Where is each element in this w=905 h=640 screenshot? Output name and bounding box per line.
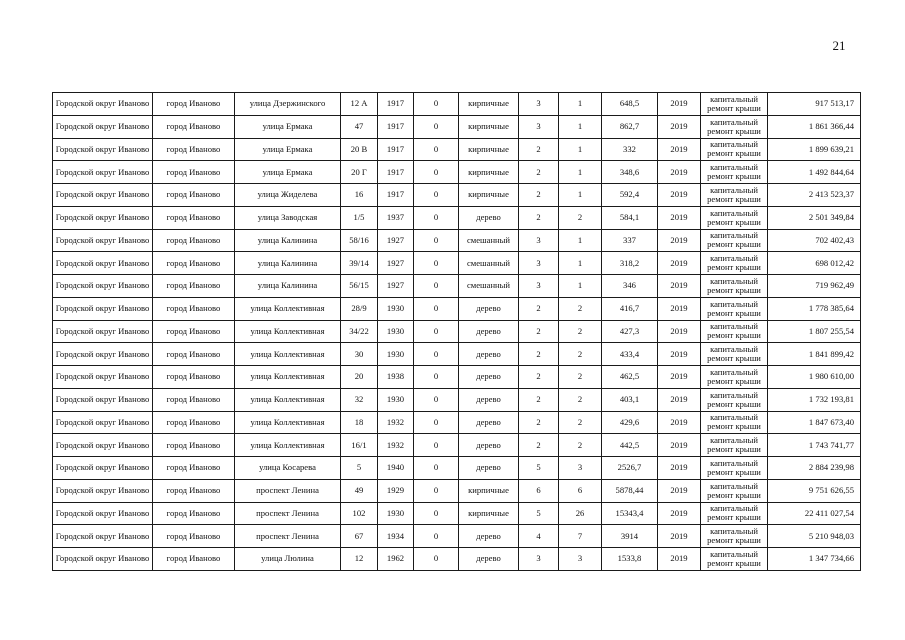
table-row <box>53 525 861 548</box>
area-cell: 584,1 <box>602 206 658 229</box>
table-row <box>53 161 861 184</box>
reconstruction-year-cell: 0 <box>414 502 459 525</box>
municipality-cell: Городской округ Иваново <box>53 297 153 320</box>
table-row <box>53 434 861 457</box>
wall-material-cell: дерево <box>459 457 519 480</box>
area-cell: 433,4 <box>602 343 658 366</box>
house-number-cell: 1/5 <box>341 206 378 229</box>
area-cell: 648,5 <box>602 93 658 116</box>
area-cell: 2526,7 <box>602 457 658 480</box>
street-cell: улица Косарева <box>235 457 341 480</box>
reconstruction-year-cell: 0 <box>414 320 459 343</box>
reconstruction-year-cell: 0 <box>414 457 459 480</box>
plan-year-cell: 2019 <box>658 502 701 525</box>
floors-cell: 2 <box>519 320 559 343</box>
build-year-cell: 1930 <box>378 502 414 525</box>
house-number-cell: 18 <box>341 411 378 434</box>
cost-cell: 2 413 523,37 <box>768 184 861 207</box>
settlement-cell: город Иваново <box>153 525 235 548</box>
settlement-cell: город Иваново <box>153 206 235 229</box>
area-cell: 1533,8 <box>602 548 658 571</box>
floors-cell: 2 <box>519 388 559 411</box>
settlement-cell: город Иваново <box>153 434 235 457</box>
house-number-cell: 49 <box>341 479 378 502</box>
table-row <box>53 229 861 252</box>
plan-year-cell: 2019 <box>658 548 701 571</box>
work-type-cell: капитальный ремонт крыши <box>701 343 768 366</box>
settlement-cell: город Иваново <box>153 502 235 525</box>
floors-cell: 3 <box>519 275 559 298</box>
municipality-cell: Городской округ Иваново <box>53 93 153 116</box>
work-type-cell: капитальный ремонт крыши <box>701 252 768 275</box>
house-number-cell: 20 <box>341 366 378 389</box>
floors-cell: 2 <box>519 366 559 389</box>
plan-year-cell: 2019 <box>658 525 701 548</box>
area-cell: 427,3 <box>602 320 658 343</box>
municipality-cell: Городской округ Иваново <box>53 115 153 138</box>
area-cell: 462,5 <box>602 366 658 389</box>
entrances-cell: 1 <box>559 93 602 116</box>
reconstruction-year-cell: 0 <box>414 548 459 571</box>
settlement-cell: город Иваново <box>153 252 235 275</box>
work-type-cell: капитальный ремонт крыши <box>701 229 768 252</box>
work-type-cell: капитальный ремонт крыши <box>701 206 768 229</box>
street-cell: улица Коллективная <box>235 366 341 389</box>
build-year-cell: 1938 <box>378 366 414 389</box>
floors-cell: 6 <box>519 479 559 502</box>
cost-cell: 719 962,49 <box>768 275 861 298</box>
build-year-cell: 1930 <box>378 388 414 411</box>
cost-cell: 702 402,43 <box>768 229 861 252</box>
municipality-cell: Городской округ Иваново <box>53 252 153 275</box>
build-year-cell: 1927 <box>378 275 414 298</box>
entrances-cell: 2 <box>559 343 602 366</box>
cost-cell: 1 778 385,64 <box>768 297 861 320</box>
floors-cell: 2 <box>519 343 559 366</box>
cost-cell: 2 501 349,84 <box>768 206 861 229</box>
street-cell: улица Ермака <box>235 161 341 184</box>
plan-year-cell: 2019 <box>658 93 701 116</box>
plan-year-cell: 2019 <box>658 343 701 366</box>
reconstruction-year-cell: 0 <box>414 161 459 184</box>
municipality-cell: Городской округ Иваново <box>53 434 153 457</box>
settlement-cell: город Иваново <box>153 161 235 184</box>
table-row <box>53 479 861 502</box>
municipality-cell: Городской округ Иваново <box>53 275 153 298</box>
street-cell: улица Жиделева <box>235 184 341 207</box>
municipality-cell: Городской округ Иваново <box>53 206 153 229</box>
floors-cell: 2 <box>519 138 559 161</box>
table-row <box>53 343 861 366</box>
area-cell: 592,4 <box>602 184 658 207</box>
house-number-cell: 20 В <box>341 138 378 161</box>
work-type-cell: капитальный ремонт крыши <box>701 138 768 161</box>
plan-year-cell: 2019 <box>658 320 701 343</box>
house-number-cell: 56/15 <box>341 275 378 298</box>
entrances-cell: 2 <box>559 388 602 411</box>
reconstruction-year-cell: 0 <box>414 93 459 116</box>
cost-cell: 1 841 899,42 <box>768 343 861 366</box>
house-number-cell: 12 <box>341 548 378 571</box>
area-cell: 332 <box>602 138 658 161</box>
wall-material-cell: кирпичные <box>459 138 519 161</box>
cost-cell: 1 899 639,21 <box>768 138 861 161</box>
house-number-cell: 16 <box>341 184 378 207</box>
municipality-cell: Городской округ Иваново <box>53 229 153 252</box>
reconstruction-year-cell: 0 <box>414 184 459 207</box>
table-row <box>53 93 861 116</box>
table-row <box>53 411 861 434</box>
cost-cell: 2 884 239,98 <box>768 457 861 480</box>
street-cell: улица Коллективная <box>235 388 341 411</box>
build-year-cell: 1929 <box>378 479 414 502</box>
municipality-cell: Городской округ Иваново <box>53 457 153 480</box>
entrances-cell: 1 <box>559 252 602 275</box>
cost-cell: 1 743 741,77 <box>768 434 861 457</box>
settlement-cell: город Иваново <box>153 388 235 411</box>
plan-year-cell: 2019 <box>658 184 701 207</box>
reconstruction-year-cell: 0 <box>414 411 459 434</box>
house-number-cell: 47 <box>341 115 378 138</box>
cost-cell: 698 012,42 <box>768 252 861 275</box>
cost-cell: 1 807 255,54 <box>768 320 861 343</box>
build-year-cell: 1940 <box>378 457 414 480</box>
entrances-cell: 2 <box>559 206 602 229</box>
table-row <box>53 206 861 229</box>
wall-material-cell: дерево <box>459 525 519 548</box>
wall-material-cell: кирпичные <box>459 479 519 502</box>
area-cell: 3914 <box>602 525 658 548</box>
wall-material-cell: дерево <box>459 411 519 434</box>
reconstruction-year-cell: 0 <box>414 297 459 320</box>
settlement-cell: город Иваново <box>153 366 235 389</box>
settlement-cell: город Иваново <box>153 548 235 571</box>
table-row <box>53 366 861 389</box>
plan-year-cell: 2019 <box>658 434 701 457</box>
work-type-cell: капитальный ремонт крыши <box>701 320 768 343</box>
table-row <box>53 548 861 571</box>
area-cell: 403,1 <box>602 388 658 411</box>
build-year-cell: 1917 <box>378 184 414 207</box>
plan-year-cell: 2019 <box>658 366 701 389</box>
municipality-cell: Городской округ Иваново <box>53 138 153 161</box>
wall-material-cell: дерево <box>459 388 519 411</box>
municipality-cell: Городской округ Иваново <box>53 184 153 207</box>
floors-cell: 3 <box>519 548 559 571</box>
build-year-cell: 1917 <box>378 115 414 138</box>
build-year-cell: 1917 <box>378 93 414 116</box>
reconstruction-year-cell: 0 <box>414 479 459 502</box>
entrances-cell: 1 <box>559 275 602 298</box>
wall-material-cell: дерево <box>459 297 519 320</box>
house-number-cell: 67 <box>341 525 378 548</box>
wall-material-cell: смешанный <box>459 275 519 298</box>
plan-year-cell: 2019 <box>658 457 701 480</box>
reconstruction-year-cell: 0 <box>414 229 459 252</box>
entrances-cell: 2 <box>559 320 602 343</box>
floors-cell: 2 <box>519 297 559 320</box>
floors-cell: 5 <box>519 502 559 525</box>
municipality-cell: Городской округ Иваново <box>53 366 153 389</box>
entrances-cell: 2 <box>559 297 602 320</box>
work-type-cell: капитальный ремонт крыши <box>701 93 768 116</box>
wall-material-cell: смешанный <box>459 229 519 252</box>
page-number: 21 <box>832 38 846 53</box>
house-number-cell: 28/9 <box>341 297 378 320</box>
house-number-cell: 32 <box>341 388 378 411</box>
entrances-cell: 3 <box>559 548 602 571</box>
table-row <box>53 457 861 480</box>
street-cell: улица Калинина <box>235 229 341 252</box>
build-year-cell: 1917 <box>378 138 414 161</box>
wall-material-cell: кирпичные <box>459 502 519 525</box>
street-cell: проспект Ленина <box>235 479 341 502</box>
cost-cell: 1 732 193,81 <box>768 388 861 411</box>
area-cell: 337 <box>602 229 658 252</box>
reconstruction-year-cell: 0 <box>414 206 459 229</box>
street-cell: улица Коллективная <box>235 343 341 366</box>
work-type-cell: капитальный ремонт крыши <box>701 434 768 457</box>
wall-material-cell: дерево <box>459 434 519 457</box>
build-year-cell: 1930 <box>378 343 414 366</box>
plan-year-cell: 2019 <box>658 138 701 161</box>
floors-cell: 2 <box>519 434 559 457</box>
street-cell: улица Коллективная <box>235 297 341 320</box>
entrances-cell: 26 <box>559 502 602 525</box>
reconstruction-year-cell: 0 <box>414 138 459 161</box>
work-type-cell: капитальный ремонт крыши <box>701 479 768 502</box>
table-body <box>53 93 861 571</box>
area-cell: 442,5 <box>602 434 658 457</box>
table-row <box>53 252 861 275</box>
street-cell: улица Ермака <box>235 115 341 138</box>
housing-repair-table <box>52 92 861 571</box>
municipality-cell: Городской округ Иваново <box>53 479 153 502</box>
area-cell: 348,6 <box>602 161 658 184</box>
work-type-cell: капитальный ремонт крыши <box>701 115 768 138</box>
house-number-cell: 102 <box>341 502 378 525</box>
build-year-cell: 1930 <box>378 297 414 320</box>
table-row <box>53 502 861 525</box>
cost-cell: 5 210 948,03 <box>768 525 861 548</box>
build-year-cell: 1927 <box>378 229 414 252</box>
area-cell: 346 <box>602 275 658 298</box>
work-type-cell: капитальный ремонт крыши <box>701 388 768 411</box>
work-type-cell: капитальный ремонт крыши <box>701 457 768 480</box>
house-number-cell: 30 <box>341 343 378 366</box>
work-type-cell: капитальный ремонт крыши <box>701 548 768 571</box>
cost-cell: 1 980 610,00 <box>768 366 861 389</box>
street-cell: улица Коллективная <box>235 320 341 343</box>
house-number-cell: 20 Г <box>341 161 378 184</box>
entrances-cell: 1 <box>559 115 602 138</box>
table-row <box>53 138 861 161</box>
reconstruction-year-cell: 0 <box>414 343 459 366</box>
cost-cell: 22 411 027,54 <box>768 502 861 525</box>
build-year-cell: 1932 <box>378 411 414 434</box>
municipality-cell: Городской округ Иваново <box>53 502 153 525</box>
settlement-cell: город Иваново <box>153 343 235 366</box>
work-type-cell: капитальный ремонт крыши <box>701 275 768 298</box>
municipality-cell: Городской округ Иваново <box>53 161 153 184</box>
table-row <box>53 275 861 298</box>
build-year-cell: 1917 <box>378 161 414 184</box>
house-number-cell: 34/22 <box>341 320 378 343</box>
cost-cell: 1 861 366,44 <box>768 115 861 138</box>
street-cell: улица Калинина <box>235 252 341 275</box>
settlement-cell: город Иваново <box>153 275 235 298</box>
settlement-cell: город Иваново <box>153 229 235 252</box>
municipality-cell: Городской округ Иваново <box>53 388 153 411</box>
house-number-cell: 39/14 <box>341 252 378 275</box>
municipality-cell: Городской округ Иваново <box>53 320 153 343</box>
build-year-cell: 1930 <box>378 320 414 343</box>
plan-year-cell: 2019 <box>658 411 701 434</box>
cost-cell: 1 847 673,40 <box>768 411 861 434</box>
table-row <box>53 388 861 411</box>
floors-cell: 2 <box>519 206 559 229</box>
wall-material-cell: дерево <box>459 366 519 389</box>
house-number-cell: 58/16 <box>341 229 378 252</box>
build-year-cell: 1927 <box>378 252 414 275</box>
plan-year-cell: 2019 <box>658 161 701 184</box>
reconstruction-year-cell: 0 <box>414 115 459 138</box>
settlement-cell: город Иваново <box>153 457 235 480</box>
street-cell: улица Коллективная <box>235 434 341 457</box>
wall-material-cell: смешанный <box>459 252 519 275</box>
entrances-cell: 2 <box>559 366 602 389</box>
work-type-cell: капитальный ремонт крыши <box>701 502 768 525</box>
area-cell: 429,6 <box>602 411 658 434</box>
entrances-cell: 1 <box>559 184 602 207</box>
plan-year-cell: 2019 <box>658 275 701 298</box>
entrances-cell: 1 <box>559 138 602 161</box>
settlement-cell: город Иваново <box>153 297 235 320</box>
wall-material-cell: дерево <box>459 320 519 343</box>
municipality-cell: Городской округ Иваново <box>53 343 153 366</box>
cost-cell: 9 751 626,55 <box>768 479 861 502</box>
floors-cell: 2 <box>519 184 559 207</box>
floors-cell: 2 <box>519 411 559 434</box>
table-row <box>53 184 861 207</box>
settlement-cell: город Иваново <box>153 184 235 207</box>
table-row <box>53 115 861 138</box>
reconstruction-year-cell: 0 <box>414 252 459 275</box>
street-cell: улица Ермака <box>235 138 341 161</box>
build-year-cell: 1937 <box>378 206 414 229</box>
floors-cell: 5 <box>519 457 559 480</box>
work-type-cell: капитальный ремонт крыши <box>701 297 768 320</box>
wall-material-cell: дерево <box>459 343 519 366</box>
settlement-cell: город Иваново <box>153 479 235 502</box>
area-cell: 862,7 <box>602 115 658 138</box>
area-cell: 15343,4 <box>602 502 658 525</box>
plan-year-cell: 2019 <box>658 252 701 275</box>
floors-cell: 3 <box>519 252 559 275</box>
entrances-cell: 2 <box>559 434 602 457</box>
cost-cell: 1 492 844,64 <box>768 161 861 184</box>
wall-material-cell: кирпичные <box>459 93 519 116</box>
floors-cell: 3 <box>519 229 559 252</box>
wall-material-cell: дерево <box>459 206 519 229</box>
entrances-cell: 7 <box>559 525 602 548</box>
plan-year-cell: 2019 <box>658 388 701 411</box>
street-cell: улица Люлина <box>235 548 341 571</box>
street-cell: улица Коллективная <box>235 411 341 434</box>
plan-year-cell: 2019 <box>658 297 701 320</box>
plan-year-cell: 2019 <box>658 206 701 229</box>
table-row <box>53 320 861 343</box>
build-year-cell: 1934 <box>378 525 414 548</box>
reconstruction-year-cell: 0 <box>414 275 459 298</box>
entrances-cell: 6 <box>559 479 602 502</box>
reconstruction-year-cell: 0 <box>414 366 459 389</box>
street-cell: улица Калинина <box>235 275 341 298</box>
plan-year-cell: 2019 <box>658 115 701 138</box>
cost-cell: 917 513,17 <box>768 93 861 116</box>
area-cell: 416,7 <box>602 297 658 320</box>
settlement-cell: город Иваново <box>153 93 235 116</box>
house-number-cell: 12 А <box>341 93 378 116</box>
wall-material-cell: дерево <box>459 548 519 571</box>
reconstruction-year-cell: 0 <box>414 434 459 457</box>
work-type-cell: капитальный ремонт крыши <box>701 161 768 184</box>
floors-cell: 3 <box>519 93 559 116</box>
house-number-cell: 5 <box>341 457 378 480</box>
floors-cell: 4 <box>519 525 559 548</box>
build-year-cell: 1932 <box>378 434 414 457</box>
work-type-cell: капитальный ремонт крыши <box>701 411 768 434</box>
settlement-cell: город Иваново <box>153 115 235 138</box>
wall-material-cell: кирпичные <box>459 161 519 184</box>
plan-year-cell: 2019 <box>658 479 701 502</box>
work-type-cell: капитальный ремонт крыши <box>701 366 768 389</box>
cost-cell: 1 347 734,66 <box>768 548 861 571</box>
settlement-cell: город Иваново <box>153 411 235 434</box>
reconstruction-year-cell: 0 <box>414 525 459 548</box>
entrances-cell: 2 <box>559 411 602 434</box>
street-cell: проспект Ленина <box>235 502 341 525</box>
plan-year-cell: 2019 <box>658 229 701 252</box>
municipality-cell: Городской округ Иваново <box>53 525 153 548</box>
entrances-cell: 1 <box>559 161 602 184</box>
entrances-cell: 1 <box>559 229 602 252</box>
reconstruction-year-cell: 0 <box>414 388 459 411</box>
wall-material-cell: кирпичные <box>459 115 519 138</box>
house-number-cell: 16/1 <box>341 434 378 457</box>
floors-cell: 3 <box>519 115 559 138</box>
street-cell: проспект Ленина <box>235 525 341 548</box>
street-cell: улица Заводская <box>235 206 341 229</box>
municipality-cell: Городской округ Иваново <box>53 548 153 571</box>
work-type-cell: капитальный ремонт крыши <box>701 184 768 207</box>
street-cell: улица Дзержинского <box>235 93 341 116</box>
settlement-cell: город Иваново <box>153 320 235 343</box>
area-cell: 5878,44 <box>602 479 658 502</box>
area-cell: 318,2 <box>602 252 658 275</box>
work-type-cell: капитальный ремонт крыши <box>701 525 768 548</box>
municipality-cell: Городской округ Иваново <box>53 411 153 434</box>
entrances-cell: 3 <box>559 457 602 480</box>
settlement-cell: город Иваново <box>153 138 235 161</box>
build-year-cell: 1962 <box>378 548 414 571</box>
table-row <box>53 297 861 320</box>
floors-cell: 2 <box>519 161 559 184</box>
wall-material-cell: кирпичные <box>459 184 519 207</box>
